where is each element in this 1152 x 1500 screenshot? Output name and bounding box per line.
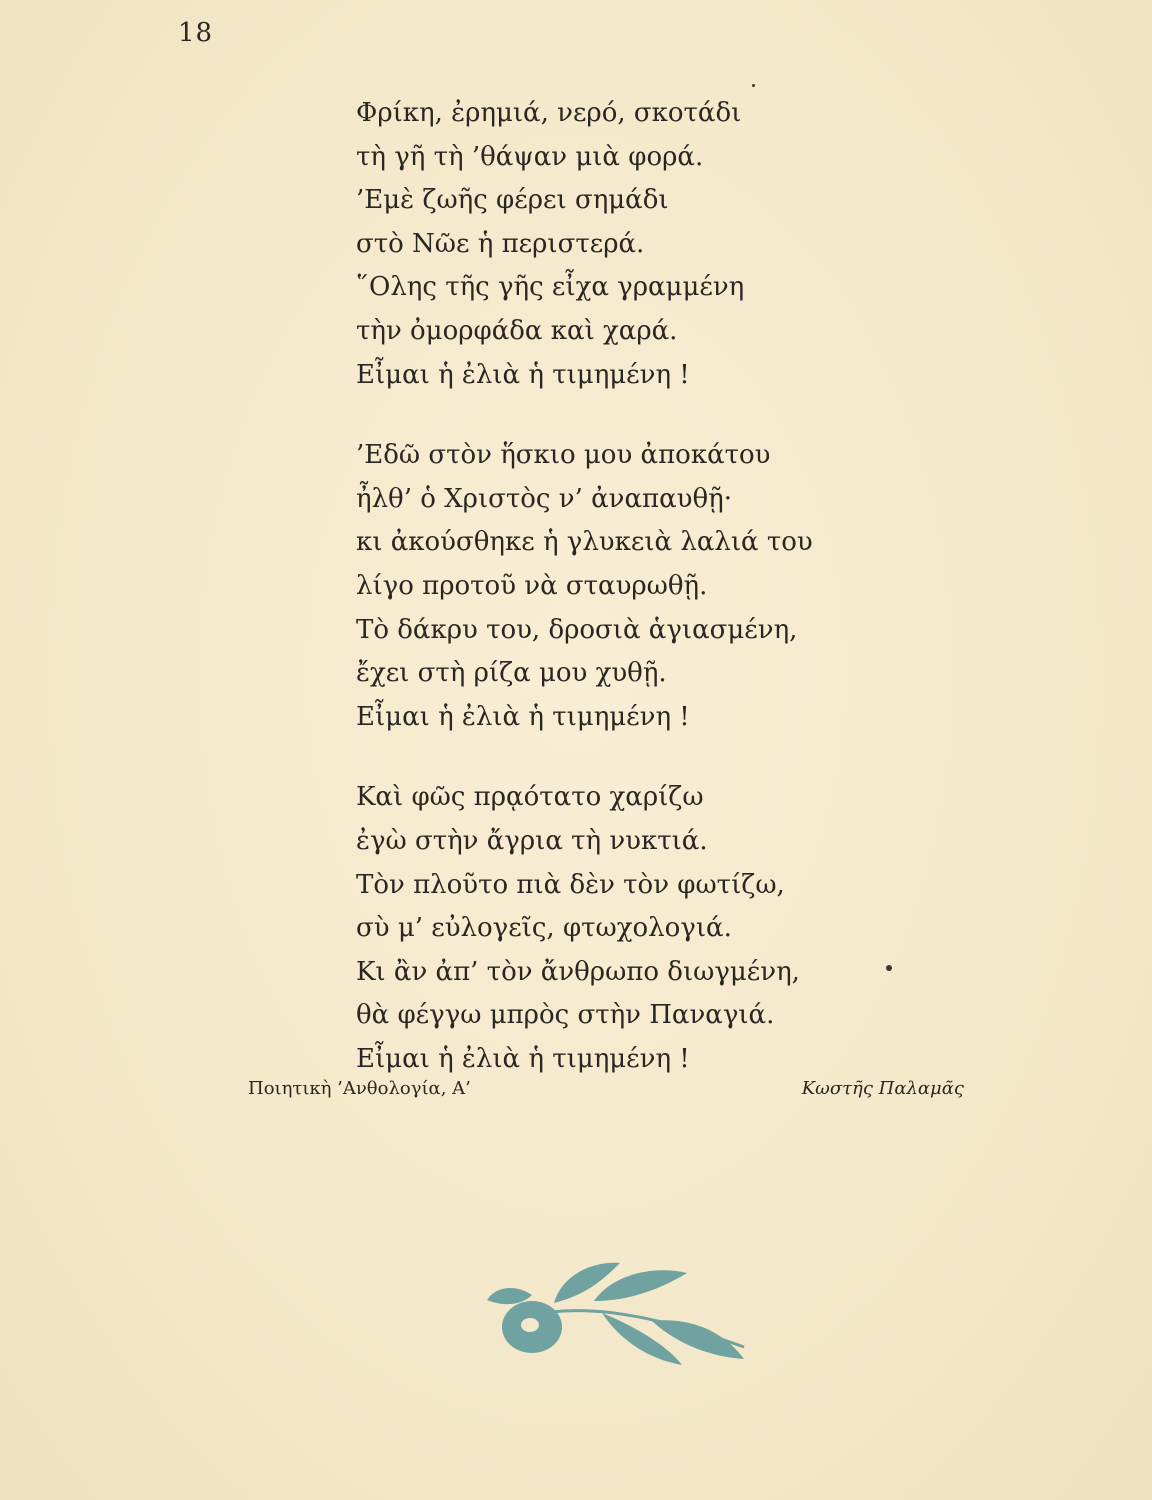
anthology-source: Ποιητικὴ ’Ανθολογία, Α’	[248, 1078, 471, 1099]
poem-line: κι ἀκούσθηκε ἡ γλυκειὰ λαλιά του	[356, 527, 813, 558]
poem-line: ῞Ολης τῆς γῆς εἶχα γραμμένη	[356, 272, 745, 303]
poem-line: Φρίκη, ἐρημιά, νερό, σκοτάδι	[356, 98, 742, 128]
ink-speck	[886, 965, 892, 971]
poem-line: θὰ φέγγω μπρὸς στὴν Παναγιά.	[356, 1000, 775, 1031]
poem-line: τὴν ὀμορφάδα καὶ χαρά.	[356, 315, 678, 346]
poem-line: ’Εμὲ ζωῆς φέρει σημάδι	[356, 185, 669, 216]
poem-line: ἐγὼ στὴν ἄγρια τὴ νυκτιά.	[356, 825, 708, 856]
poem-line: ἔχει στὴ ρίζα μου χυθῇ.	[356, 658, 667, 689]
stanza-1	[356, 92, 916, 397]
poem-line: ἦλθ’ ὁ Χριστὸς ν’ ἀναπαυθῇ·	[356, 483, 732, 514]
stanza-3	[356, 776, 916, 1081]
page-number: 18	[178, 18, 214, 48]
stanza-2	[356, 434, 916, 739]
refrain-line: Εἶμαι ἡ ἐλιὰ ἡ τιμημένη !	[356, 701, 690, 732]
olive-branch-icon	[482, 1255, 752, 1375]
poem-line: σὺ μ’ εὐλογεῖς, φτωχολογιά.	[356, 913, 732, 944]
refrain-line: Εἶμαι ἡ ἐλιὰ ἡ τιμημένη !	[356, 1043, 690, 1074]
ink-speck	[752, 84, 755, 87]
poem-line: στὸ Νῶε ἡ περιστερά.	[356, 228, 645, 259]
poem-line: Τὸ δάκρυ του, δροσιὰ ἁγιασμένη,	[356, 614, 798, 645]
poem-line: ’Εδῶ στὸν ἥσκιο μου ἀποκάτου	[356, 440, 771, 471]
poem	[356, 92, 916, 1118]
poem-line: τὴ γῆ τὴ ’θάψαν μιὰ φορά.	[356, 141, 704, 172]
poem-line: Κι ἂν ἀπ’ τὸν ἄνθρωπο διωγμένη,	[356, 956, 800, 987]
poem-line: Καὶ φῶς πρᾳότατο χαρίζω	[356, 782, 704, 813]
poet-name: Κωστῆς Παλαμᾶς	[801, 1078, 964, 1099]
refrain-line: Εἶμαι ἡ ἐλιὰ ἡ τιμημένη !	[356, 359, 690, 390]
poem-line: Τὸν πλοῦτο πιὰ δὲν τὸν φωτίζω,	[356, 869, 785, 900]
poem-line: λίγο προτοῦ νὰ σταυρωθῇ.	[356, 570, 708, 601]
